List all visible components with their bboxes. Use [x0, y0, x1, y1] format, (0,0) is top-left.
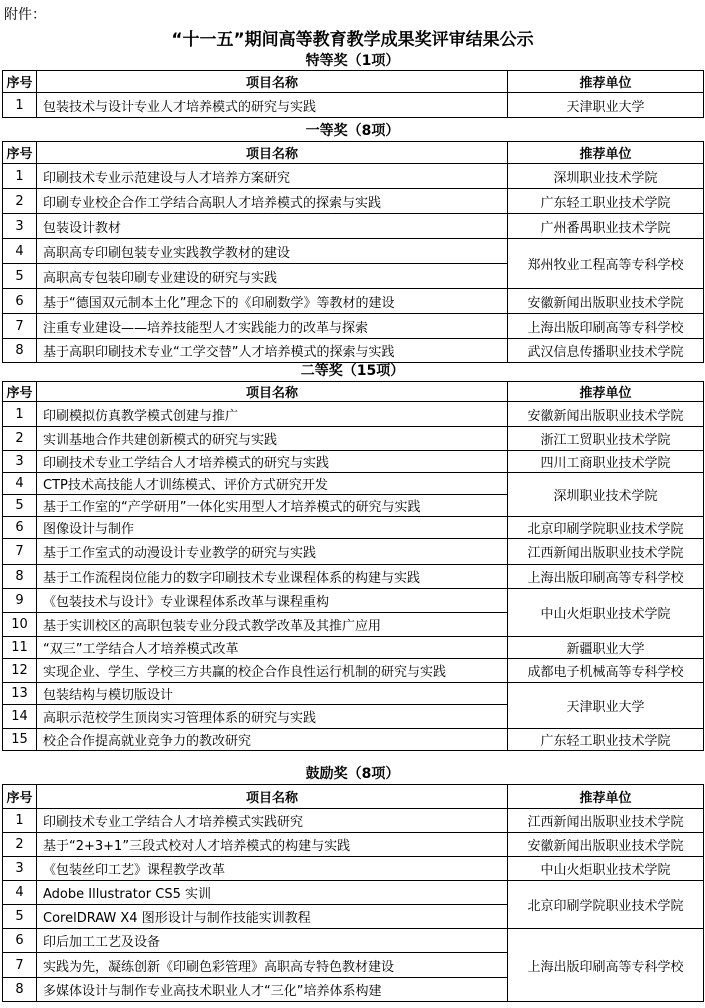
table-row — [3, 314, 704, 339]
table-header-row — [3, 71, 704, 93]
row-unit: 深圳职业技术学院 — [508, 473, 704, 517]
row-unit: 安徽新闻出版职业技术学院 — [508, 289, 704, 314]
table-header-row — [3, 382, 704, 402]
row-name: CorelDRAW X4 图形设计与制作技能实训教程 — [37, 905, 508, 929]
row-no: 9 — [3, 589, 37, 613]
second-prize-table — [2, 381, 704, 751]
row-unit: 江西新闻出版职业技术学院 — [508, 809, 704, 833]
row-no: 1 — [3, 402, 37, 427]
row-name: 高职示范校学生顶岗实习管理体系的研究与实践 — [37, 705, 508, 729]
row-unit: 广州番禺职业技术学院 — [508, 214, 704, 239]
row-no: 6 — [3, 517, 37, 539]
row-no: 3 — [3, 857, 37, 881]
row-no: 2 — [3, 189, 37, 214]
header-no: 序号 — [3, 785, 37, 809]
row-name: 包装结构与模切版设计 — [37, 683, 508, 705]
row-unit: 安徽新闻出版职业技术学院 — [508, 402, 704, 427]
table-row — [3, 683, 704, 705]
table-row — [3, 93, 704, 118]
section-title-first-prize: 一等奖（8项） — [305, 123, 400, 139]
annex-label: 附件： — [4, 7, 46, 23]
row-name: 印刷技术专业工学结合人才培养模式的研究与实践 — [37, 451, 508, 473]
row-name: 注重专业建设——培养技能型人才实践能力的改革与探索 — [37, 314, 508, 339]
header-unit: 推荐单位 — [508, 382, 704, 402]
row-unit: 深圳职业技术学院 — [508, 164, 704, 189]
row-name: 印刷专业校企合作工学结合高职人才培养模式的探索与实践 — [37, 189, 508, 214]
row-no: 2 — [3, 833, 37, 857]
header-name: 项目名称 — [37, 142, 508, 164]
row-name: 基于实训校区的高职包装专业分段式教学改革及其推广应用 — [37, 613, 508, 637]
table-row — [3, 402, 704, 427]
table-row — [3, 214, 704, 239]
row-name: 印刷技术专业示范建设与人才培养方案研究 — [37, 164, 508, 189]
row-name: 实训基地合作共建创新模式的研究与实践 — [37, 427, 508, 451]
row-unit: 广东轻工职业技术学院 — [508, 729, 704, 751]
row-name: 包装设计教材 — [37, 214, 508, 239]
table-row — [3, 289, 704, 314]
row-name: Adobe Illustrator CS5 实训 — [37, 881, 508, 905]
row-unit: 中山火炬职业技术学院 — [508, 589, 704, 637]
table-header-row — [3, 785, 704, 809]
row-no: 3 — [3, 214, 37, 239]
row-unit: 广东轻工职业技术学院 — [508, 189, 704, 214]
special-prize-table — [2, 70, 704, 118]
row-unit: 四川工商职业技术学院 — [508, 451, 704, 473]
row-no: 10 — [3, 613, 37, 637]
row-no: 7 — [3, 314, 37, 339]
row-name: 印刷模拟仿真教学模式创建与推广 — [37, 402, 508, 427]
row-name: 高职高专印刷包装专业实践教学教材的建设 — [37, 239, 508, 264]
row-no: 1 — [3, 164, 37, 189]
row-no: 14 — [3, 705, 37, 729]
row-unit: 安徽新闻出版职业技术学院 — [508, 833, 704, 857]
header-no: 序号 — [3, 142, 37, 164]
table-row — [3, 833, 704, 857]
section-title-special-prize: 特等奖（1项） — [305, 53, 400, 69]
row-name: 基于工作流程岗位能力的数字印刷技术专业课程体系的构建与实践 — [37, 565, 508, 589]
table-row — [3, 473, 704, 495]
header-no: 序号 — [3, 71, 37, 93]
header-unit: 推荐单位 — [508, 785, 704, 809]
table-header-row — [3, 142, 704, 164]
header-no: 序号 — [3, 382, 37, 402]
table-row — [3, 565, 704, 589]
table-row — [3, 809, 704, 833]
row-no: 2 — [3, 427, 37, 451]
table-row — [3, 239, 704, 264]
row-no: 4 — [3, 881, 37, 905]
row-unit: 天津职业大学 — [508, 93, 704, 118]
table-row — [3, 729, 704, 751]
row-name: 图像设计与制作 — [37, 517, 508, 539]
row-name: 印后加工工艺及设备 — [37, 929, 508, 953]
row-no: 7 — [3, 953, 37, 978]
header-name: 项目名称 — [37, 382, 508, 402]
row-name: 《包装丝印工艺》课程教学改革 — [37, 857, 508, 881]
header-unit: 推荐单位 — [508, 71, 704, 93]
table-row — [3, 857, 704, 881]
row-unit: 武汉信息传播职业技术学院 — [508, 339, 704, 363]
row-no: 8 — [3, 339, 37, 363]
table-row — [3, 164, 704, 189]
table-row — [3, 189, 704, 214]
table-row — [3, 929, 704, 953]
row-unit: 上海出版印刷高等专科学校 — [508, 314, 704, 339]
header-name: 项目名称 — [37, 71, 508, 93]
row-name: 《包装技术与设计》专业课程体系改革与课程重构 — [37, 589, 508, 613]
row-unit: 江西新闻出版职业技术学院 — [508, 539, 704, 565]
table-row — [3, 881, 704, 905]
header-unit: 推荐单位 — [508, 142, 704, 164]
row-unit: 成都电子机械高等专科学校 — [508, 659, 704, 683]
table-row — [3, 637, 704, 659]
row-no: 4 — [3, 239, 37, 264]
row-name: 多媒体设计与制作专业高技术职业人才“三化”培养体系构建 — [37, 978, 508, 1002]
page-title: “十一五”期间高等教育教学成果奖评审结果公示 — [171, 30, 534, 50]
row-name: 实现企业、学生、学校三方共赢的校企合作良性运行机制的研究与实践 — [37, 659, 508, 683]
table-row — [3, 339, 704, 363]
row-name: 基于“2+3+1”三段式校对人才培养模式的构建与实践 — [37, 833, 508, 857]
row-no: 6 — [3, 929, 37, 953]
row-no: 8 — [3, 978, 37, 1002]
table-row — [3, 539, 704, 565]
row-name: CTP技术高技能人才训练模式、评价方式研究开发 — [37, 473, 508, 495]
row-unit: 上海出版印刷高等专科学校 — [508, 565, 704, 589]
row-no: 7 — [3, 539, 37, 565]
section-title-encouragement-prize: 鼓励奖（8项） — [305, 766, 400, 782]
row-unit: 新疆职业大学 — [508, 637, 704, 659]
row-no: 8 — [3, 565, 37, 589]
row-no: 1 — [3, 809, 37, 833]
row-name: 包装技术与设计专业人才培养模式的研究与实践 — [37, 93, 508, 118]
row-name: “双三”工学结合人才培养模式改革 — [37, 637, 508, 659]
row-unit: 郑州牧业工程高等专科学校 — [508, 239, 704, 289]
row-no: 1 — [3, 93, 37, 118]
row-no: 11 — [3, 637, 37, 659]
encouragement-prize-table — [2, 784, 704, 1002]
row-no: 13 — [3, 683, 37, 705]
row-name: 实践为先，凝练创新《印刷色彩管理》高职高专特色教材建设 — [37, 953, 508, 978]
row-no: 15 — [3, 729, 37, 751]
row-no: 5 — [3, 495, 37, 517]
row-name: 高职高专包装印刷专业建设的研究与实践 — [37, 264, 508, 289]
table-row — [3, 427, 704, 451]
row-no: 3 — [3, 451, 37, 473]
row-unit: 北京印刷学院职业技术学院 — [508, 517, 704, 539]
row-unit: 北京印刷学院职业技术学院 — [508, 881, 704, 929]
row-name: 基于高职印刷技术专业“工学交替”人才培养模式的探索与实践 — [37, 339, 508, 363]
header-name: 项目名称 — [37, 785, 508, 809]
table-row — [3, 451, 704, 473]
row-name: 基于“德国双元制本土化”理念下的《印刷数学》等教材的建设 — [37, 289, 508, 314]
row-unit: 天津职业大学 — [508, 683, 704, 729]
row-unit: 浙江工贸职业技术学院 — [508, 427, 704, 451]
row-no: 4 — [3, 473, 37, 495]
row-name: 校企合作提高就业竞争力的教改研究 — [37, 729, 508, 751]
row-unit: 上海出版印刷高等专科学校 — [508, 929, 704, 1002]
row-unit: 中山火炬职业技术学院 — [508, 857, 704, 881]
row-no: 5 — [3, 264, 37, 289]
table-row — [3, 589, 704, 613]
row-no: 5 — [3, 905, 37, 929]
section-title-second-prize: 二等奖（15项） — [300, 363, 405, 379]
row-no: 6 — [3, 289, 37, 314]
row-name: 基于工作室式的动漫设计专业教学的研究与实践 — [37, 539, 508, 565]
table-row — [3, 659, 704, 683]
row-name: 基于工作室的“产学研用”一体化实用型人才培养模式的研究与实践 — [37, 495, 508, 517]
row-no: 12 — [3, 659, 37, 683]
row-name: 印刷技术专业工学结合人才培养模式实践研究 — [37, 809, 508, 833]
first-prize-table — [2, 141, 704, 363]
table-row — [3, 517, 704, 539]
